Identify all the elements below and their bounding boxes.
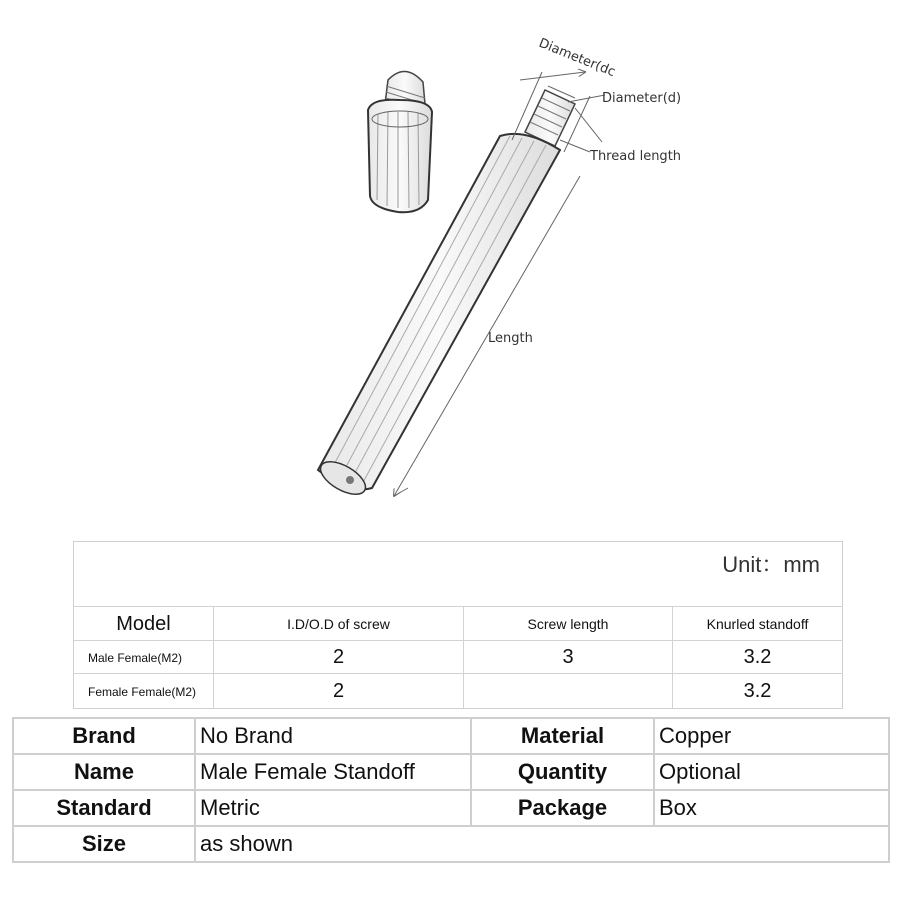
spec-table	[73, 541, 843, 709]
brand-value: No Brand	[195, 718, 471, 754]
quantity-value: Optional	[654, 754, 889, 790]
id-od-cell: 2	[213, 674, 463, 709]
screw-length-cell	[463, 674, 672, 709]
header-model: Model	[116, 612, 171, 635]
model-cell: Female Female(M2)	[88, 684, 197, 699]
label-thread-length: Thread length	[590, 149, 682, 164]
attr-row-size	[13, 826, 889, 862]
id-od-cell: 2	[213, 641, 463, 674]
label-diameter-d: Diameter(d)	[602, 91, 682, 106]
attr-row-name	[13, 754, 889, 790]
spec-header-row	[74, 606, 842, 641]
size-key: Size	[13, 826, 195, 862]
model-cell: Male Female(M2)	[88, 650, 183, 665]
unit-label: Unit：mm	[722, 552, 820, 577]
short-standoff-illustration	[368, 71, 432, 212]
spec-row-1	[74, 640, 842, 674]
standard-value: Metric	[195, 790, 471, 826]
spec-row-2	[74, 673, 842, 709]
long-standoff-illustration	[315, 90, 575, 501]
name-key: Name	[13, 754, 195, 790]
label-diameter-dc: Diameter(dc	[536, 35, 618, 81]
knurled-cell: 3.2	[672, 641, 842, 674]
attr-row-brand	[13, 718, 889, 754]
standard-key: Standard	[13, 790, 195, 826]
knurled-cell: 3.2	[672, 674, 842, 709]
name-value: Male Female Standoff	[195, 754, 471, 790]
header-knurled: Knurled standoff	[672, 607, 842, 641]
brand-key: Brand	[13, 718, 195, 754]
material-value: Copper	[654, 718, 889, 754]
label-length: Length	[488, 331, 533, 346]
package-key: Package	[471, 790, 654, 826]
size-value: as shown	[195, 826, 889, 862]
attributes-table	[12, 717, 890, 863]
package-value: Box	[654, 790, 889, 826]
screw-length-cell: 3	[463, 641, 672, 674]
material-key: Material	[471, 718, 654, 754]
attr-row-standard	[13, 790, 889, 826]
quantity-key: Quantity	[471, 754, 654, 790]
header-screw-length: Screw length	[463, 607, 672, 641]
header-id-od: I.D/O.D of screw	[213, 607, 463, 641]
